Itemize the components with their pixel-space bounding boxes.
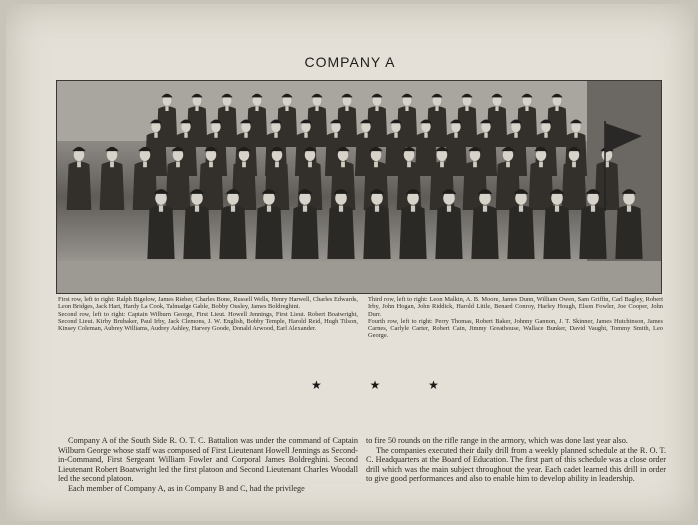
soldier-collar	[195, 106, 198, 111]
soldier-cap	[72, 147, 85, 151]
soldier-collar	[159, 205, 163, 211]
soldier-collar	[209, 162, 213, 168]
soldier-collar	[255, 106, 258, 111]
caption-second-row: Second row, left to right: Captain Wilburn George, First Lieut. Howell Jennings, First Lieut. Robert Boatwright, Second Lieut. Kirby Brubaker, Paul Irby, Jack Clemons, J. W. English, Bobby Temple, Harold Reid, Hugh Tilson, Kinsey Coleman, Aubrey Williams, Audrey Ashley, Harvey Goode, Donald Arwood, Earl Alexander.	[58, 310, 358, 333]
caption-left-column	[58, 296, 358, 332]
soldier-body	[496, 162, 521, 210]
body-text-left	[58, 436, 358, 493]
soldier-body	[133, 162, 158, 210]
body-text-right	[366, 436, 666, 484]
soldier-collar	[591, 205, 595, 211]
soldier-cap	[105, 147, 118, 151]
soldier-body	[562, 162, 587, 210]
body-paragraph: Each member of Company A, as in Company B and C, had the privilege	[68, 483, 305, 493]
soldier-collar	[275, 162, 279, 168]
soldier-collar	[544, 133, 547, 138]
soldier-collar	[339, 205, 343, 211]
soldier-body	[100, 162, 125, 210]
star-ornament-text: ★ ★ ★	[311, 378, 461, 392]
soldier-collar	[465, 106, 468, 111]
soldier-collar	[407, 162, 411, 168]
caption-first-row: First row, left to right: Ralph Bigelow, James Rieber, Charles Bone, Russell Wells, Henry Harwell, Charles Edwards, Leon Bridges, Jack Hart, Hardy La Cook, Talmadge Gable, Bobby Ousley, James Boldreghini.	[58, 296, 358, 311]
star-ornament	[6, 378, 694, 398]
soldier-collar	[405, 106, 408, 111]
soldier-collar	[483, 205, 487, 211]
soldier-body	[615, 205, 642, 259]
soldier-collar	[308, 162, 312, 168]
soldier-body	[327, 205, 354, 259]
soldier-body	[199, 162, 224, 210]
soldier-body	[579, 205, 606, 259]
caption-right-column	[368, 296, 663, 340]
soldier-collar	[225, 106, 228, 111]
soldier-collar	[411, 205, 415, 211]
soldier-collar	[176, 162, 180, 168]
soldier-body	[471, 205, 498, 259]
soldier-collar	[514, 133, 517, 138]
soldier-collar	[242, 162, 246, 168]
body-paragraph: Company A of the South Side R. O. T. C. Battalion was under the command of Captain Wilburn George whose staff was composed of First Lieutenant Howell Jennings as Second-in-Command, First Sergeant William Fowler and Corporal James Boldreghini. Second Lieutenant Robert Boatwright led the first platoon and Second Lieutenant Charles Woodall led the second platoon.	[58, 436, 358, 483]
soldier-collar	[315, 106, 318, 111]
page-title: COMPANY A	[304, 54, 396, 70]
caption-fourth-row: Fourth row, left to right: Perry Thomas, Robert Baker, Johnny Gannon, J. T. Skinner, James Hutchinson, James Carnes, Carlyle Carter, Robert Cain, Jimmy Greathouse, Wallace Bunker, David Vaught, Tommy Smith, Leo George.	[368, 317, 663, 340]
soldier-collar	[165, 106, 168, 111]
soldier-collar	[267, 205, 271, 211]
soldier-collar	[154, 133, 157, 138]
soldier-body	[507, 205, 534, 259]
yearbook-page	[6, 4, 694, 521]
soldier-collar	[345, 106, 348, 111]
soldier-collar	[143, 162, 147, 168]
soldier-collar	[341, 162, 345, 168]
body-paragraph: The companies executed their daily drill from a weekly planned schedule at the R. O. T. C. Headquarters at the Board of Education. The first part of this schedule was a close order drill which was the main subject throughout the year. Each cadet learned this drill in order to give good performances and also to enable him to develop ability in leadership.	[366, 445, 666, 483]
soldier-collar	[506, 162, 510, 168]
soldier-collar	[304, 133, 307, 138]
soldier-collar	[454, 133, 457, 138]
soldier-collar	[627, 205, 631, 211]
soldier-collar	[525, 106, 528, 111]
soldier-collar	[440, 162, 444, 168]
soldier-collar	[77, 162, 81, 168]
soldier-body	[147, 205, 174, 259]
soldier-collar	[539, 162, 543, 168]
soldier-collar	[184, 133, 187, 138]
group-photo-figures	[57, 81, 661, 293]
soldier-body	[543, 205, 570, 259]
photo-ground	[57, 261, 661, 293]
soldier-collar	[375, 106, 378, 111]
soldier-collar	[110, 162, 114, 168]
soldier-collar	[274, 133, 277, 138]
soldier-collar	[572, 162, 576, 168]
soldier-collar	[519, 205, 523, 211]
soldier-collar	[214, 133, 217, 138]
soldier-body	[255, 205, 282, 259]
soldier-body	[435, 205, 462, 259]
soldier-collar	[495, 106, 498, 111]
soldier-collar	[231, 205, 235, 211]
soldier-collar	[555, 205, 559, 211]
soldier-body	[399, 205, 426, 259]
soldier-collar	[364, 133, 367, 138]
soldier-collar	[195, 205, 199, 211]
soldier-collar	[374, 162, 378, 168]
soldier-body	[219, 205, 246, 259]
caption-third-row: Third row, left to right: Leon Malkin, A. B. Moore, James Dunn, William Owen, Sam Griffin, Carl Bagley, Robert Irby, John Hogan, John Riddick, Harold Little, Benard Conroy, Harley Hough, Elson Fowler, Joe Cooper, John Durr.	[368, 296, 663, 318]
soldier-collar	[394, 133, 397, 138]
soldier-body	[183, 205, 210, 259]
photo-sky	[57, 81, 661, 141]
group-photo	[56, 80, 662, 294]
soldier-collar	[574, 133, 577, 138]
soldier-body	[529, 162, 554, 210]
soldier-collar	[447, 205, 451, 211]
soldier-collar	[244, 133, 247, 138]
soldier-collar	[555, 106, 558, 111]
soldier-collar	[285, 106, 288, 111]
soldier-collar	[473, 162, 477, 168]
soldier-body	[291, 205, 318, 259]
soldier-collar	[375, 205, 379, 211]
soldier-collar	[303, 205, 307, 211]
soldier-collar	[334, 133, 337, 138]
soldier-body	[166, 162, 191, 210]
soldier-collar	[424, 133, 427, 138]
soldier-collar	[484, 133, 487, 138]
soldier-body	[363, 205, 390, 259]
soldier-body	[67, 162, 92, 210]
soldier-body	[595, 162, 620, 210]
soldier-collar	[435, 106, 438, 111]
body-paragraph: to fire 50 rounds on the rifle range in the armory, which was done last year also.	[366, 436, 628, 445]
